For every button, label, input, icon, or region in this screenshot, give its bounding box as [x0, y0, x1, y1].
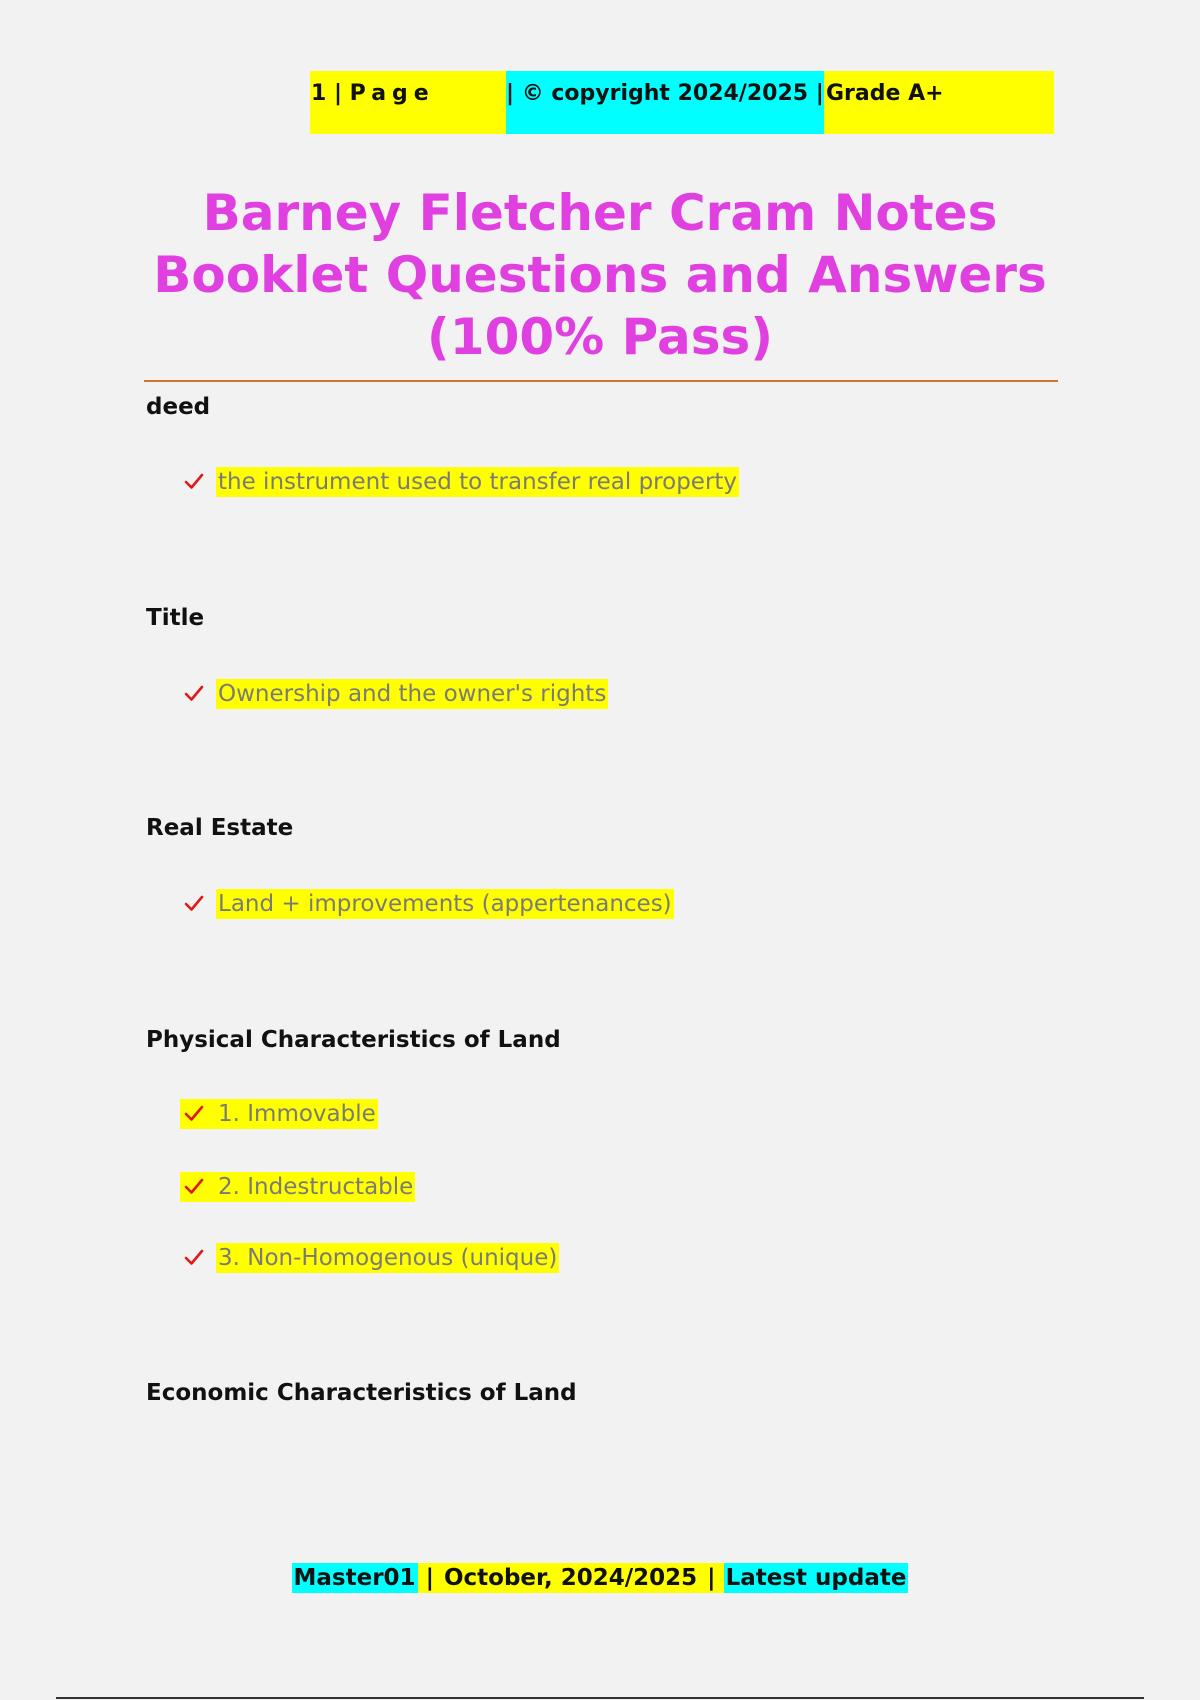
answer-item: [180, 1097, 378, 1131]
footer-divider: [56, 1697, 1144, 1699]
page-number-cell: [310, 71, 506, 134]
title-line-3: (100% Pass): [426, 308, 774, 366]
answer-item: [180, 677, 608, 711]
answer-text: 1. Immovable: [218, 1101, 376, 1127]
page-header: [310, 71, 1054, 134]
answer-item: [180, 1241, 559, 1275]
check-icon: [180, 1172, 216, 1202]
term-heading: Economic Characteristics of Land: [146, 1380, 577, 1406]
title-line-1: Barney Fletcher Cram Notes: [202, 184, 998, 242]
answer-item: [180, 1170, 415, 1204]
title-line-2: Booklet Questions and Answers: [153, 246, 1047, 304]
document-title: [140, 182, 1060, 368]
page-number: 1 |: [311, 81, 350, 106]
term-heading: deed: [146, 394, 211, 420]
footer-author: Master01: [293, 1565, 416, 1591]
check-icon: [180, 889, 216, 919]
answer-item: [180, 887, 674, 921]
answer-item: [180, 465, 739, 499]
footer-separator: |: [417, 1565, 442, 1591]
page-label: Page: [349, 81, 435, 106]
grade-text: Grade A+: [826, 81, 944, 106]
copyright-cell: [506, 71, 824, 134]
copyright-text: | © copyright 2024/2025 |: [506, 81, 824, 106]
check-icon: [180, 1099, 216, 1129]
answer-text: 2. Indestructable: [218, 1174, 414, 1200]
answer-text: Ownership and the owner's rights: [218, 681, 607, 707]
title-divider: [144, 380, 1058, 382]
term-heading: Real Estate: [146, 815, 294, 841]
check-icon: [180, 467, 216, 497]
check-icon: [180, 679, 216, 709]
footer-separator: |: [699, 1565, 724, 1591]
term-heading: Physical Characteristics of Land: [146, 1027, 561, 1053]
footer-update: Latest update: [725, 1565, 907, 1591]
check-icon: [180, 1243, 216, 1273]
grade-cell: [824, 71, 1054, 134]
page-footer: [0, 1565, 1200, 1591]
footer-date: October, 2024/2025: [443, 1565, 698, 1591]
answer-text: 3. Non-Homogenous (unique): [218, 1245, 558, 1271]
answer-text: the instrument used to transfer real property: [218, 469, 738, 495]
answer-text: Land + improvements (appertenances): [218, 891, 672, 917]
term-heading: Title: [146, 605, 205, 631]
